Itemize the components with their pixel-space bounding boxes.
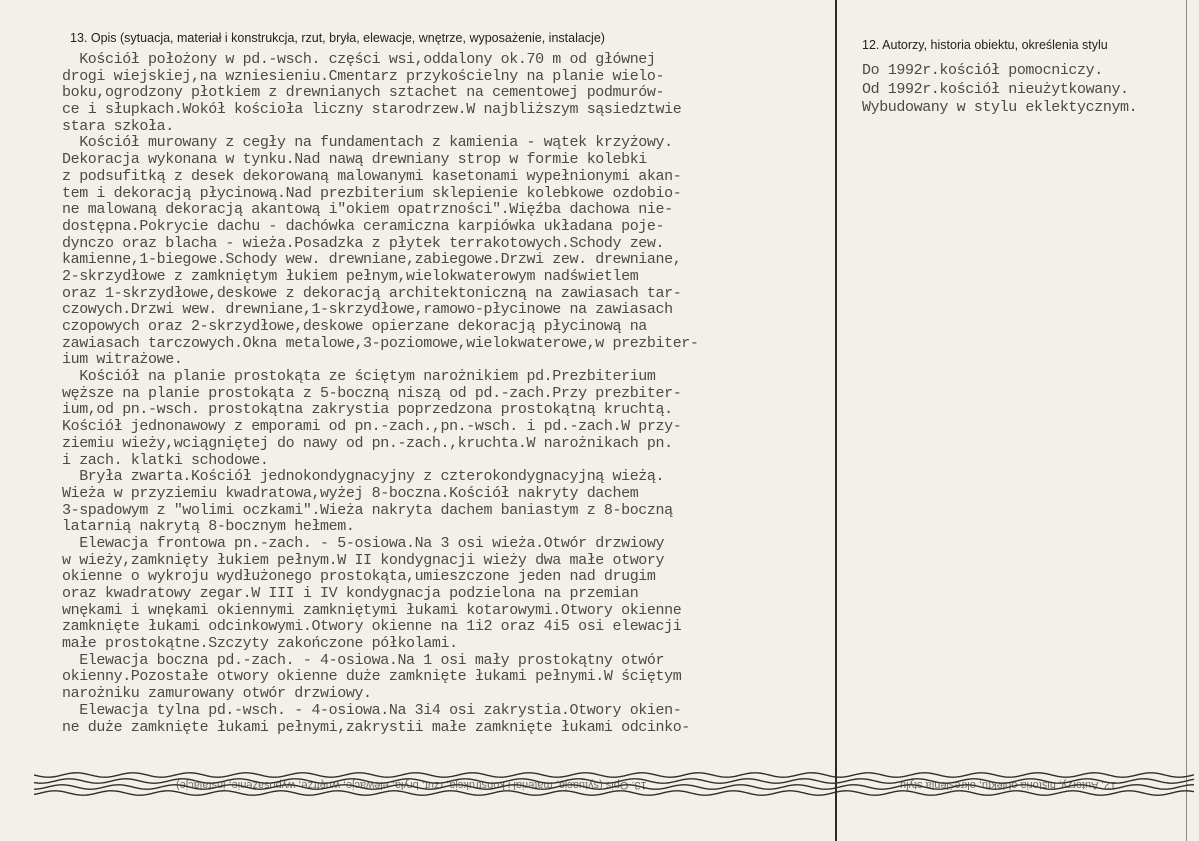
typed-line: dostępna.Pokrycie dachu - dachówka ceramiczna karpiówka układana poje- [62,217,665,235]
typed-line: Elewacja frontowa pn.-zach. - 5-osiowa.Na 3 osi wieża.Otwór drzwiowy [62,534,665,552]
section-12-typed-text [862,62,1137,118]
typed-line: i zach. klatki schodowe. [62,451,269,469]
typed-line: wnękami i wnękami okiennymi zamkniętymi łukami kotarowymi.Otwory okienne [62,601,682,619]
typed-line: 2-skrzydłowe z zamkniętym łukiem pełnym,wielokwaterowym nadświetlem [62,267,639,285]
typed-line: ce i słupkach.Wokół kościoła liczny starodrzew.W najbliższym sąsiedztwie [62,101,682,119]
typed-line: ziemiu wieży,wciągniętej do nawy od pn.-zach.,kruchta.W narożnikach pn. [62,434,673,452]
section-12-heading: 12. Autorzy, historia obiektu, określenia stylu [862,38,1108,52]
section-13-mirrored-heading: 13. Opis (sytuacja, materiał i konstrukcja, rzut, bryła, elewacje, wnętrze, wyposażenie, instalacje) [176,779,647,791]
section-12-mirrored-heading: 12. Autorzy, historia obiektu, określenia stylu [900,779,1117,791]
typed-line: okienne o wykroju wydłużonego prostokąta,umieszczone jeden nad drugim [62,568,656,586]
typed-line: małe prostokątne.Szczyty zakończone półkolami. [62,635,458,653]
typed-line: stara szkoła. [62,117,174,135]
typed-line: z podsufitką z desek dekorowaną malowanymi kasetonami wypełnionymi akan- [62,167,682,185]
typed-line: oraz kwadratowy zegar.W III i IV kondygnacja podzielona na przemian [62,585,639,602]
typed-line: ne malowaną dekoracją akantową i"okiem opatrzności".Więźba dachowa nie- [62,201,673,219]
column-divider [835,0,837,841]
typed-line: ne duże zamknięte łukami pełnymi,zakrystii małe zamknięte łukami odcinko- [62,718,690,736]
wave-line [34,791,1194,795]
typed-line: drogi wiejskiej,na wzniesieniu.Cmentarz przykościelny na planie wielo- [62,67,665,85]
typed-line: Bryła zwarta.Kościół jednokondygnacyjny z czterokondygnacyjną wieżą. [62,468,665,486]
typed-line: latarnią nakrytą 8-bocznym hełmem. [62,518,355,536]
typed-line: Kościół murowany z cegły na fundamentach z kamienia - wątek krzyżowy. [62,134,673,152]
typed-line: zamknięte łukami odcinkowymi.Otwory okienne na 1i2 oraz 4i5 osi elewacji [62,618,682,636]
typed-line: czowych.Drzwi wew. drewniane,1-skrzydłowe,ramowo-płycinowe na zawiasach [62,301,673,319]
typed-line: Od 1992r.kościół nieużytkowany. [862,80,1129,98]
typed-line: Dekoracja wykonana w tynku.Nad nawą drewniany strop w formie kolebki [62,151,647,169]
right-edge-line [1186,0,1187,841]
typed-line: Kościół na planie prostokąta ze ściętym narożnikiem pd.Prezbiterium [62,368,656,386]
typed-line: 3-spadowym z "wolimi oczkami".Wieża nakryta dachem baniastym z 8-boczną [62,501,673,519]
typed-line: Kościół jednonawowy z emporami od pn.-zach.,pn.-wsch. i pd.-zach.W przy- [62,418,682,436]
typed-line: zawiasach tarczowych.Okna metalowe,3-poziomowe,wielokwaterowe,w prezbiter- [62,334,699,352]
typed-line: narożniku zamurowany otwór drzwiowy. [62,685,372,703]
typed-line: Wybudowany w stylu eklektycznym. [862,99,1138,116]
section-13-typed-text [62,52,699,736]
typed-line: Wieża w przyziemiu kwadratowa,wyżej 8-boczna.Kościół nakryty dachem [62,484,639,502]
typed-line: kamienne,1-biegowe.Schody wew. drewniane,zabiegowe.Drzwi zew. drewniane, [62,251,682,269]
typed-line: węższe na planie prostokąta z 5-boczną niszą od pd.-zach.Przy prezbiter- [62,384,682,402]
wave-line [34,773,1194,777]
section-13-heading: 13. Opis (sytuacja, materiał i konstrukcja, rzut, bryła, elewacje, wnętrze, wyposażenie, instalacje) [70,31,605,45]
typed-line: boku,ogrodzony płotkiem z drewnianych sztachet na cementowej podmurów- [62,84,665,102]
typed-line: Elewacja boczna pd.-zach. - 4-osiowa.Na 1 osi mały prostokątny otwór [62,651,665,669]
typed-line: tem i dekoracją płycinową.Nad prezbiterium sklepienie kolebkowe ozdobio- [62,184,682,202]
typed-line: oraz 1-skrzydłowe,deskowe z dekoracją architektoniczną na zawiasach tar- [62,284,682,302]
typed-line: ium,od pn.-wsch. prostokątna zakrystia poprzedzona prostokątną kruchtą. [62,401,673,419]
typed-line: Kościół położony w pd.-wsch. części wsi,oddalony ok.70 m od głównej [62,51,656,68]
typed-line: okienny.Pozostałe otwory okienne duże zamknięte łukami pełnymi.W ściętym [62,668,682,686]
typed-line: w wieży,zamknięty łukiem pełnym.W II kondygnacji wieży dwa małe otwory [62,551,665,569]
typed-line: Do 1992r.kościół pomocniczy. [862,62,1103,79]
typed-line: czopowych oraz 2-skrzydłowe,deskowe opierzane dekoracją płycinową na [62,318,647,335]
typed-line: ium witrażowe. [62,351,183,369]
typed-line: Elewacja tylna pd.-wsch. - 4-osiowa.Na 3i4 osi zakrystia.Otwory okien- [62,701,682,719]
typed-line: dynczo oraz blacha - wieża.Posadzka z płytek terrakotowych.Schody zew. [62,234,665,252]
